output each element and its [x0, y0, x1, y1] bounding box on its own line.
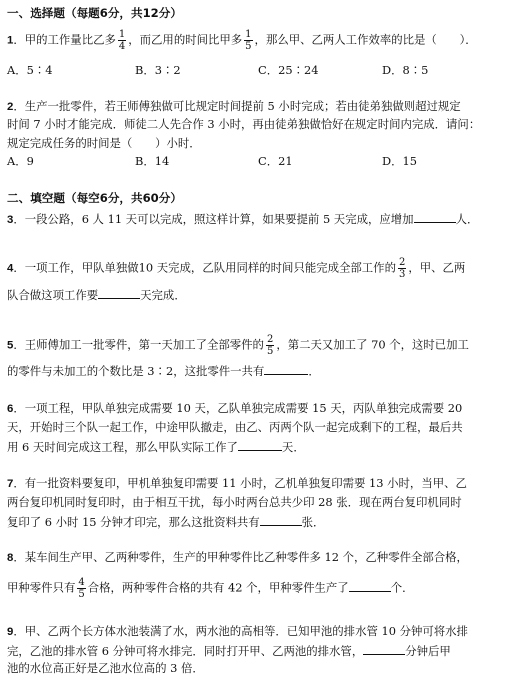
question-text: ．有一批资料要复印，甲机单独复印需要 11 小时，乙机单独复印需要 13 小时，当甲、乙	[13, 476, 467, 490]
question-text: ，甲、乙两	[408, 260, 466, 275]
question-7-line-1	[7, 476, 467, 491]
fraction: $\frac{2}{5}$	[266, 334, 274, 357]
option-d: D．15	[382, 154, 418, 168]
question-1	[7, 29, 477, 52]
question-text: 天完成．	[140, 288, 186, 302]
question-number: 5	[7, 339, 14, 352]
question-8-line-1	[7, 550, 468, 565]
answer-blank[interactable]	[238, 439, 282, 451]
question-text: ．王师傅加工一批零件，第一天加工了全部零件的	[13, 337, 264, 352]
question-number: 3	[7, 214, 14, 226]
fraction: $\frac{2}{3}$	[398, 257, 406, 280]
question-6-line-3	[7, 439, 305, 454]
fraction: $\frac{1}{5}$	[245, 29, 252, 52]
question-7-line-2: 两台复印机同时复印时，由于相互干扰，每小时两台总共少印 28 张．现在两台复印机同时	[7, 495, 462, 509]
answer-blank[interactable]	[349, 580, 391, 592]
question-6-line-1	[7, 401, 462, 416]
question-2-line-2: 时间 7 小时才能完成．师徒二人先合作 3 小时，再由徒弟独做恰好在规定时间内完成．请问：	[7, 117, 481, 131]
question-number: 4	[7, 262, 14, 275]
question-text: ，第二天又加工了 70 个，这时已加工	[276, 337, 469, 352]
question-text: 张．	[301, 515, 325, 529]
question-6-line-2: 天，开始时三个队一起工作，中途甲队撤走，由乙、丙两个队一起完成剩下的工程，最后共	[7, 420, 463, 434]
question-text: ．一项工作，甲队单独做10 天完成，乙队用同样的时间只能完成全部工作的	[13, 260, 396, 275]
option-b: B．3∶2	[135, 63, 181, 77]
option-b: B．14	[135, 154, 170, 168]
question-number: 2	[7, 101, 14, 113]
option-d: D．8∶5	[382, 63, 429, 77]
question-text: 人．	[455, 212, 479, 226]
question-text: ．某车间生产甲、乙两种零件，生产的甲种零件比乙种零件多 12 个，乙种零件全部合格，	[13, 550, 468, 564]
question-text: ．甲、乙两个长方体水池装满了水，两水池的高相等．已知甲池的排水管 10 分钟可将水排	[13, 624, 468, 638]
option-c: C．25∶24	[258, 63, 319, 77]
question-5-line-1	[7, 334, 469, 357]
question-text: 甲种零件只有	[7, 580, 76, 595]
question-number: 1	[7, 34, 14, 47]
question-2-line-1	[7, 99, 461, 114]
section-title-choice: 一、选择题（每题6分，共12分）	[7, 6, 182, 20]
question-text: 用 6 天时间完成这工程，那么甲队实际工作了	[7, 440, 238, 454]
question-text: 队合做这项工作要	[7, 288, 99, 302]
question-9-line-3: 池的水位高正好是乙池水位高的 3 倍．	[7, 661, 204, 675]
question-text: ．甲的工作量比乙多	[13, 32, 116, 47]
question-text: 合格，两种零件合格的共有 42 个，甲种零件生产了	[87, 580, 349, 595]
question-number: 8	[7, 552, 14, 564]
option-a: A．5∶4	[7, 63, 53, 77]
question-9-line-2	[7, 643, 451, 658]
question-text: ．生产一批零件，若王师傅独做可比规定时间提前 5 小时完成；若由徒弟独做则超过规定	[13, 99, 461, 113]
fraction: $\frac{4}{5}$	[78, 577, 85, 600]
question-3	[7, 211, 478, 227]
question-text: 个．	[390, 580, 414, 595]
section-title-fill: 二、填空题（每空6分，共60分）	[7, 191, 182, 205]
question-7-line-3	[7, 514, 324, 529]
fraction: $\frac{1}{4}$	[118, 29, 126, 52]
question-5-line-2	[7, 363, 320, 378]
answer-blank[interactable]	[98, 287, 140, 299]
question-text: 天．	[281, 440, 305, 454]
question-4-line-1	[7, 257, 465, 280]
question-text: ．一项工程，甲队单独完成需要 10 天，乙队单独完成需要 15 天，丙队单独完成需要 20	[13, 401, 463, 415]
question-number: 9	[7, 626, 14, 638]
option-a: A．9	[7, 154, 34, 168]
question-text: ，那么甲、乙两人工作效率的比是（ ）．	[254, 32, 477, 47]
answer-blank[interactable]	[414, 211, 456, 223]
question-text: ，而乙用的时间比甲多	[128, 32, 243, 47]
question-text: 的零件与未加工的个数比是 3∶2，这批零件一共有	[7, 364, 265, 378]
question-9-line-1	[7, 624, 468, 639]
question-8-line-2	[7, 577, 413, 600]
question-text: ．	[308, 364, 320, 378]
question-text: 完，乙池的排水管 6 分钟可将水排完．同时打开甲、乙两池的排水管，	[7, 644, 364, 658]
answer-blank[interactable]	[260, 514, 302, 526]
option-c: C．21	[258, 154, 293, 168]
question-number: 7	[7, 478, 14, 490]
answer-blank[interactable]	[264, 363, 308, 375]
question-text: 复印了 6 小时 15 分钟才印完，那么这批资料共有	[7, 515, 260, 529]
question-text: ．一段公路，6 人 11 天可以完成，照这样计算，如果要提前 5 天完成，应增加	[13, 212, 414, 226]
question-2-line-3: 规定完成任务的时间是（ ）小时．	[7, 136, 201, 150]
question-4-line-2	[7, 287, 186, 302]
question-text: 分钟后甲	[405, 644, 451, 658]
answer-blank[interactable]	[363, 643, 405, 655]
question-number: 6	[7, 403, 14, 415]
